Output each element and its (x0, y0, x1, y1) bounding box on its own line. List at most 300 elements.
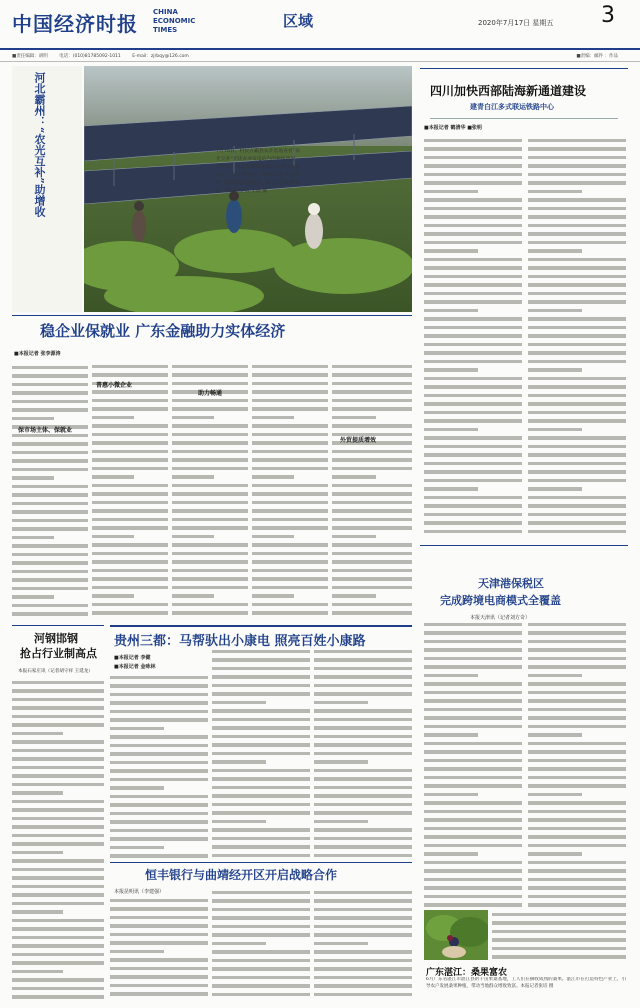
text-line (424, 357, 522, 366)
text-line (252, 447, 328, 456)
text-line (528, 400, 626, 409)
text-line-fill (12, 800, 104, 804)
text-line-fill (424, 844, 522, 848)
text-line-fill (424, 631, 522, 635)
text-line (314, 973, 412, 982)
text-line (332, 481, 412, 490)
text-line-fill (110, 761, 208, 765)
text-line-fill (424, 258, 522, 262)
text-line-fill (424, 691, 522, 695)
text-line (424, 255, 522, 264)
text-line (92, 430, 168, 439)
text-line-fill (172, 399, 248, 403)
text-line-fill (424, 241, 522, 245)
text-line-fill (252, 552, 328, 556)
text-line-fill (424, 266, 522, 270)
bottom-photo-caption-text: 6月广东省湛江市湛江县的千亩果桑基地，工人们在摘收成熟的桑果。湛江市在打造特色产业上，引导农户发展桑果种植，带动当地群众增收致富。本报记者张培 摄 (426, 977, 626, 989)
text-line (12, 533, 88, 542)
text-line (252, 558, 328, 567)
text-line (172, 524, 248, 533)
text-line-fill (12, 434, 88, 438)
text-line-fill (424, 708, 522, 712)
text-line-fill (172, 509, 248, 513)
bank-headline: 恒丰银行与曲靖经开区开启战略合作 (145, 868, 338, 882)
text-line-fill (110, 769, 208, 773)
text-line (92, 566, 168, 575)
text-line-fill (492, 921, 626, 925)
text-line (314, 905, 412, 914)
text-line-fill (110, 701, 208, 705)
text-line-fill (314, 967, 412, 971)
text-line (12, 865, 104, 874)
text-line (12, 729, 104, 738)
text-line (110, 690, 208, 699)
text-line (528, 654, 626, 663)
text-line-fill (212, 959, 310, 963)
text-line-fill (528, 513, 626, 517)
text-line-fill (12, 868, 104, 872)
text-line (424, 493, 522, 502)
text-line (212, 758, 310, 767)
text-line-fill (212, 933, 310, 937)
text-line (528, 408, 626, 417)
text-line (252, 592, 328, 601)
text-line (12, 993, 104, 1002)
text-line (314, 990, 412, 999)
text-line (332, 609, 412, 618)
text-line (12, 899, 104, 908)
text-line (424, 136, 522, 145)
text-line-fill (424, 699, 522, 703)
text-line-fill (110, 812, 208, 816)
photo-vertical-title: 河北霸州：“农光互补”助增收 (33, 72, 46, 217)
info-bar (0, 51, 640, 62)
text-line-fill (172, 441, 248, 445)
text-line-fill (12, 834, 104, 838)
text-line (528, 790, 626, 799)
text-line (492, 927, 626, 936)
text-line-fill (528, 623, 626, 627)
text-line-fill (110, 837, 208, 841)
text-line-fill (110, 829, 208, 833)
text-line-fill (332, 424, 412, 428)
text-line-fill (172, 552, 248, 556)
text-line (528, 671, 626, 680)
text-line (424, 799, 522, 808)
text-line-fill (252, 365, 328, 369)
text-line (528, 629, 626, 638)
text-line-fill (110, 735, 208, 739)
text-line (528, 875, 626, 884)
text-line (12, 755, 104, 764)
text-line-fill (92, 365, 168, 369)
text-line-fill (424, 487, 478, 491)
text-line (332, 566, 412, 575)
text-line-fill (212, 718, 310, 722)
text-line (172, 507, 248, 516)
text-line-fill (332, 594, 376, 598)
text-line-fill (172, 611, 248, 615)
text-line-fill (172, 458, 248, 462)
text-line (528, 850, 626, 859)
text-line-fill (92, 577, 168, 581)
text-line-fill (212, 726, 310, 730)
text-line (12, 908, 104, 917)
text-line-fill (12, 961, 104, 965)
text-line (212, 939, 310, 948)
sichuan-subheadline: 建青白江多式联运铁路中心 (470, 102, 554, 111)
text-line (424, 170, 522, 179)
text-line (92, 456, 168, 465)
text-line (528, 493, 626, 502)
text-line (212, 724, 310, 733)
text-line-fill (12, 400, 88, 404)
text-line-fill (528, 682, 626, 686)
text-line-fill (12, 808, 104, 812)
text-line-fill (110, 975, 208, 979)
text-line-fill (12, 468, 88, 472)
text-line-fill (12, 825, 104, 829)
text-line (528, 264, 626, 273)
text-line-fill (92, 501, 168, 505)
text-line-fill (528, 377, 626, 381)
text-line-fill (252, 560, 328, 564)
text-line-fill (92, 416, 134, 420)
text-line-fill (252, 416, 294, 420)
text-line (424, 629, 522, 638)
text-line-fill (172, 603, 248, 607)
text-line (424, 162, 522, 171)
hechi-column (12, 678, 104, 1004)
text-line-fill (12, 723, 104, 727)
text-line-fill (212, 837, 310, 841)
text-line-fill (332, 416, 376, 420)
section-title: 区域 (283, 12, 314, 30)
text-line (528, 145, 626, 154)
text-line-fill (424, 224, 522, 228)
text-line (12, 372, 88, 381)
text-line-fill (172, 433, 248, 437)
text-line-fill (212, 967, 310, 971)
text-line-fill (528, 394, 626, 398)
text-line (528, 170, 626, 179)
text-line-fill (332, 399, 412, 403)
text-line-fill (212, 650, 310, 654)
text-line (332, 405, 412, 414)
text-line (110, 784, 208, 793)
text-line-fill (528, 801, 626, 805)
text-line-fill (528, 419, 626, 423)
text-line-fill (332, 492, 412, 496)
text-line (252, 498, 328, 507)
text-line-fill (424, 351, 522, 355)
text-line (528, 485, 626, 494)
text-line-fill (528, 835, 626, 839)
text-line-fill (110, 846, 164, 850)
text-line-fill (528, 708, 626, 712)
divider (420, 545, 628, 546)
text-line (92, 515, 168, 524)
text-line-fill (424, 648, 522, 652)
text-line (314, 817, 412, 826)
text-line (110, 682, 208, 691)
text-line (12, 712, 104, 721)
text-line (212, 664, 310, 673)
text-line-fill (314, 908, 412, 912)
text-line-fill (424, 139, 522, 143)
bank-column (110, 896, 208, 1004)
text-line (12, 576, 88, 585)
text-line-fill (424, 275, 522, 279)
text-line (332, 524, 412, 533)
text-line-fill (424, 623, 522, 627)
text-line-fill (314, 769, 412, 773)
text-line (528, 722, 626, 731)
text-line (12, 814, 104, 823)
text-line (314, 664, 412, 673)
bottom-photo-caption (426, 977, 626, 1004)
text-line (528, 425, 626, 434)
masthead (0, 0, 640, 50)
text-line (424, 807, 522, 816)
text-line-fill (314, 820, 368, 824)
text-line-fill (172, 518, 248, 522)
text-line-fill (252, 603, 328, 607)
text-line-fill (314, 925, 412, 929)
text-line-fill (528, 699, 626, 703)
text-line (314, 931, 412, 940)
text-line (212, 647, 310, 656)
guizhou-byline-2: ■本报记者 金咏林 (114, 664, 156, 670)
text-line (12, 831, 104, 840)
text-line-fill (528, 878, 626, 882)
text-line-fill (172, 535, 214, 539)
text-line-fill (332, 569, 412, 573)
text-line (12, 763, 104, 772)
text-line-fill (332, 365, 412, 369)
text-line-fill (172, 577, 248, 581)
text-line (528, 816, 626, 825)
text-line (12, 687, 104, 696)
text-line (424, 739, 522, 748)
text-line (314, 826, 412, 835)
divider (12, 315, 412, 316)
text-line (110, 990, 208, 999)
text-line-fill (212, 658, 310, 662)
text-line-fill (12, 493, 88, 497)
text-line-fill (528, 504, 626, 508)
text-line-fill (332, 543, 412, 547)
text-line (528, 782, 626, 791)
text-line (528, 340, 626, 349)
text-line (110, 758, 208, 767)
text-line-fill (528, 767, 626, 771)
divider (430, 118, 618, 119)
text-line (424, 697, 522, 706)
text-line-fill (314, 735, 412, 739)
text-line-fill (528, 334, 626, 338)
text-line-fill (528, 232, 626, 236)
text-line-fill (332, 560, 412, 564)
text-line (528, 502, 626, 511)
text-line (12, 806, 104, 815)
text-line (252, 515, 328, 524)
text-line (172, 532, 248, 541)
text-line-fill (528, 300, 626, 304)
text-line (12, 797, 104, 806)
main-subhead: 普惠小微企业 (96, 382, 133, 389)
text-line-fill (12, 910, 63, 914)
text-line (92, 532, 168, 541)
text-line-fill (12, 383, 88, 387)
sichuan-column (528, 136, 626, 541)
text-line-fill (424, 462, 522, 466)
text-line-fill (314, 854, 412, 858)
email-credit: E-mail：zjrbqy@126.com (132, 54, 189, 59)
text-line (110, 792, 208, 801)
text-line-fill (314, 916, 412, 920)
text-line-fill (92, 450, 168, 454)
text-line-fill (212, 760, 266, 764)
text-line-fill (12, 519, 88, 523)
text-line (12, 704, 104, 713)
text-line-fill (252, 518, 328, 522)
bank-byline: 本报昆明讯（李建强） (114, 889, 165, 895)
text-line-fill (528, 784, 626, 788)
text-line (528, 731, 626, 740)
divider (110, 862, 412, 863)
text-line (12, 933, 104, 942)
hechi-headline-line2: 抢占行业制高点 (20, 647, 97, 660)
text-line-fill (252, 492, 328, 496)
text-line (212, 673, 310, 682)
text-line-fill (172, 569, 248, 573)
text-line (424, 383, 522, 392)
text-line (314, 681, 412, 690)
text-line-fill (314, 667, 412, 671)
text-line (528, 366, 626, 375)
text-line-fill (92, 467, 168, 471)
text-line-fill (12, 757, 104, 761)
text-line-fill (212, 692, 310, 696)
text-line-fill (492, 947, 626, 951)
text-line-fill (12, 978, 104, 982)
text-line-fill (424, 147, 522, 151)
text-line (314, 673, 412, 682)
text-line (12, 516, 88, 525)
text-line (212, 973, 310, 982)
text-line (424, 434, 522, 443)
photo-vertical-title-box (12, 66, 82, 312)
text-line (528, 238, 626, 247)
text-line-fill (212, 667, 310, 671)
text-line (314, 800, 412, 809)
text-line (12, 508, 88, 517)
text-line-fill (492, 938, 626, 942)
text-line-fill (424, 895, 522, 899)
text-line (528, 281, 626, 290)
text-line-fill (12, 595, 54, 599)
text-line-fill (252, 475, 294, 479)
text-line-fill (252, 458, 328, 462)
text-line-fill (528, 479, 626, 483)
text-line (252, 575, 328, 584)
text-line (110, 750, 208, 759)
text-line (12, 474, 88, 483)
text-line-fill (172, 526, 248, 530)
text-line (252, 456, 328, 465)
text-line (252, 490, 328, 499)
text-line (314, 741, 412, 750)
text-line (12, 925, 104, 934)
text-line (12, 525, 88, 534)
text-line (110, 956, 208, 965)
text-line (528, 315, 626, 324)
bank-column (314, 888, 412, 1004)
text-line-fill (12, 391, 88, 395)
text-line-fill (12, 374, 88, 378)
text-line (528, 773, 626, 782)
text-line (492, 910, 626, 919)
text-line (424, 179, 522, 188)
text-line (528, 230, 626, 239)
text-line (92, 481, 168, 490)
text-line-fill (528, 903, 626, 907)
text-line (110, 922, 208, 931)
text-line (212, 809, 310, 818)
text-line-fill (528, 147, 626, 151)
text-line-fill (12, 459, 88, 463)
text-line-fill (212, 854, 310, 858)
text-line (528, 179, 626, 188)
text-line (212, 990, 310, 999)
text-line-fill (528, 844, 626, 848)
text-line-fill (424, 300, 522, 304)
text-line (12, 950, 104, 959)
text-line (252, 379, 328, 388)
text-line-fill (92, 552, 168, 556)
text-line-fill (314, 777, 412, 781)
text-line (110, 896, 208, 905)
text-line-fill (92, 390, 168, 394)
text-line-fill (528, 776, 626, 780)
text-line (424, 349, 522, 358)
text-line-fill (12, 408, 88, 412)
text-line-fill (12, 578, 88, 582)
text-line (212, 656, 310, 665)
text-line (12, 942, 104, 951)
text-line (12, 823, 104, 832)
text-line-fill (12, 476, 54, 480)
text-line-fill (424, 776, 522, 780)
text-line-fill (252, 382, 328, 386)
text-line (314, 914, 412, 923)
text-line (212, 826, 310, 835)
text-line (424, 272, 522, 281)
text-line (110, 775, 208, 784)
text-line (332, 532, 412, 541)
text-line-fill (424, 767, 522, 771)
text-line (212, 690, 310, 699)
text-line (212, 851, 310, 860)
text-line (12, 967, 104, 976)
text-line (424, 841, 522, 850)
text-line-fill (528, 156, 626, 160)
text-line (424, 782, 522, 791)
text-line (424, 875, 522, 884)
text-line (424, 773, 522, 782)
text-line (252, 413, 328, 422)
